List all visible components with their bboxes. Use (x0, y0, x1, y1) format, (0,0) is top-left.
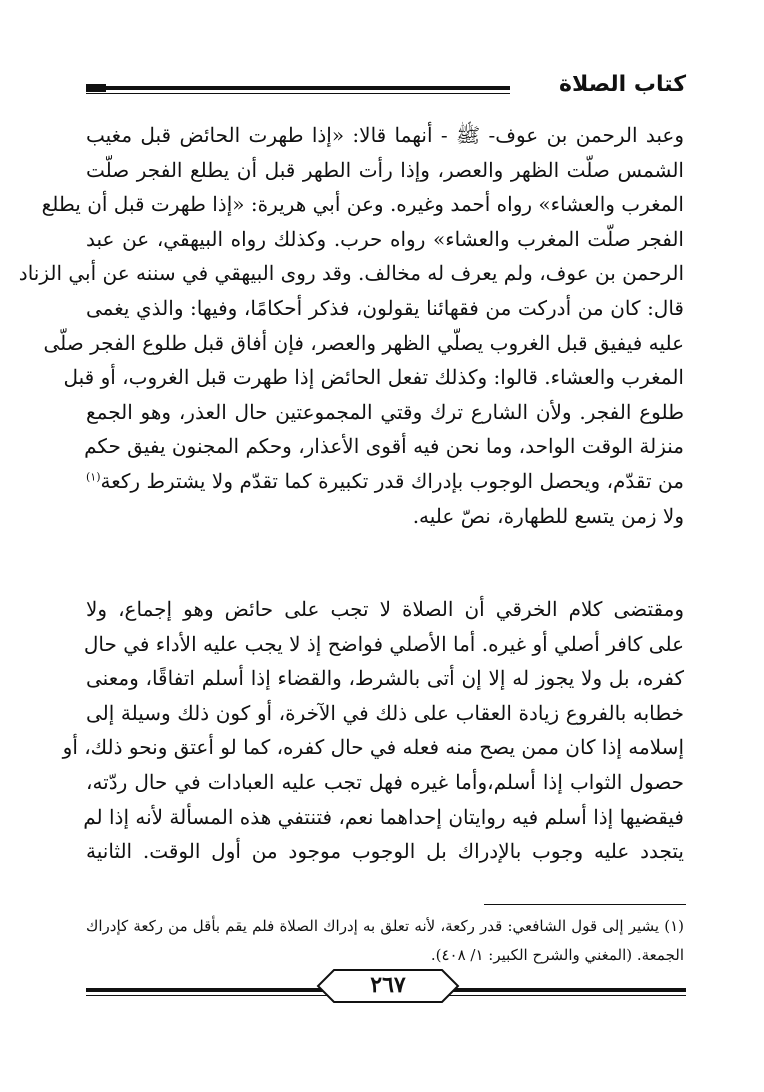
text-line: المغرب والعشاء» رواه أحمد وغيره. وعن أبي هريرة: «إذا طهرت قبل أن يطلع (41, 192, 684, 217)
text-line: الفجر صلّت المغرب والعشاء» رواه حرب. وكذلك رواه البيهقي، عن عبد (86, 226, 684, 251)
text-line: الشمس صلّت الظهر والعصر، وإذا رأت الطهر قبل أن يطلع الفجر صلّت (86, 157, 684, 182)
footnotes (86, 912, 684, 970)
text-line: ولا زمن يتسع للطهارة، نصّ عليه. (412, 503, 684, 528)
footnote-line: (١) يشير إلى قول الشافعي: قدر ركعة، لأنه تعلق به إدراك الصلاة فلم يقم بأقل من ركعة كإدراك (86, 917, 684, 935)
page-footer (86, 968, 686, 1008)
page-number-badge (316, 968, 460, 1004)
text-line-with-footnote (86, 464, 684, 499)
text-line: يتجدد عليه وجوب بالإدراك بل الوجوب موجود من أول الوقت. الثانية (86, 839, 684, 864)
paragraph-2 (62, 592, 684, 869)
text-line: المغرب والعشاء. قالوا: وكذلك تفعل الحائض إذا طهرت قبل الغروب، أو قبل (63, 365, 684, 390)
text-line: كفره، بل ولا يجوز له إلا إن أتى بالشرط، والقضاء إذا أسلم اتفاقًا، ومعنى (86, 666, 684, 691)
footnote-ref[interactable]: (١) (86, 470, 101, 484)
text-line: قال: كان من أدركت من فقهائنا يقولون، فذكر أحكامًا، وفيها: والذي يغمى (86, 295, 684, 320)
text-line: منزلة الوقت الواحد، وما نحن فيه أقوى الأعذار، وحكم المجنون يفيق حكم (84, 434, 684, 459)
text-line: خطابه بالفروع زيادة العقاب على ذلك في الآخرة، أو كون ذلك وسيلة إلى (86, 700, 684, 725)
text-line: وعبد الرحمن بن عوف- ﷺ - أنهما قالا: «إذا طهرت الحائض قبل مغيب (86, 123, 684, 147)
text-line: إسلامه إذا كان ممن يصح منه فعله في حال كفره، كما لو أعتق ونحو ذلك، أو (62, 735, 684, 760)
text-line: الرحمن بن عوف، ولم يعرف له مخالف. وقد روى البيهقي في سننه عن أبي الزناد (18, 261, 684, 286)
chapter-title: كتاب الصلاة (559, 72, 686, 97)
text-line: من تقدّم، ويحصل الوجوب بإدراك قدر تكبيرة كما تقدّم ولا يشترط ركعة (100, 468, 684, 493)
text-line: عليه فيفيق قبل الغروب يصلّي الظهر والعصر، فإن أفاق قبل طلوع الفجر صلّى (43, 330, 684, 355)
header-ornament (86, 84, 106, 92)
text-line: فيقضيها إذا أسلم فيه روايتان إحداهما نعم، فتنتفي هذه المسألة لأنه إذا لم (83, 804, 684, 829)
text-line: ومقتضى كلام الخرقي أن الصلاة لا تجب على حائض وهو إجماع، ولا (86, 597, 684, 621)
footnote-divider (484, 904, 686, 905)
page-number: ٢٦٧ (370, 972, 406, 998)
header-rule (86, 86, 510, 94)
page-header (86, 72, 686, 102)
paragraph-1 (18, 118, 684, 533)
text-line: طلوع الفجر. ولأن الشارع ترك وقتي المجموعتين حال العذر، وهو الجمع (86, 399, 684, 424)
footnote-line: الجمعة. (المغني والشرح الكبير: ١/ ٤٠٨). (430, 946, 684, 964)
text-line: حصول الثواب إذا أسلم،وأما غيره فهل تجب عليه العبادات في حال ردّته، (86, 769, 684, 794)
text-line: على كافر أصلي أو غيره. أما الأصلي فواضح إذ لا يجب عليه الأداء في حال (83, 631, 684, 656)
